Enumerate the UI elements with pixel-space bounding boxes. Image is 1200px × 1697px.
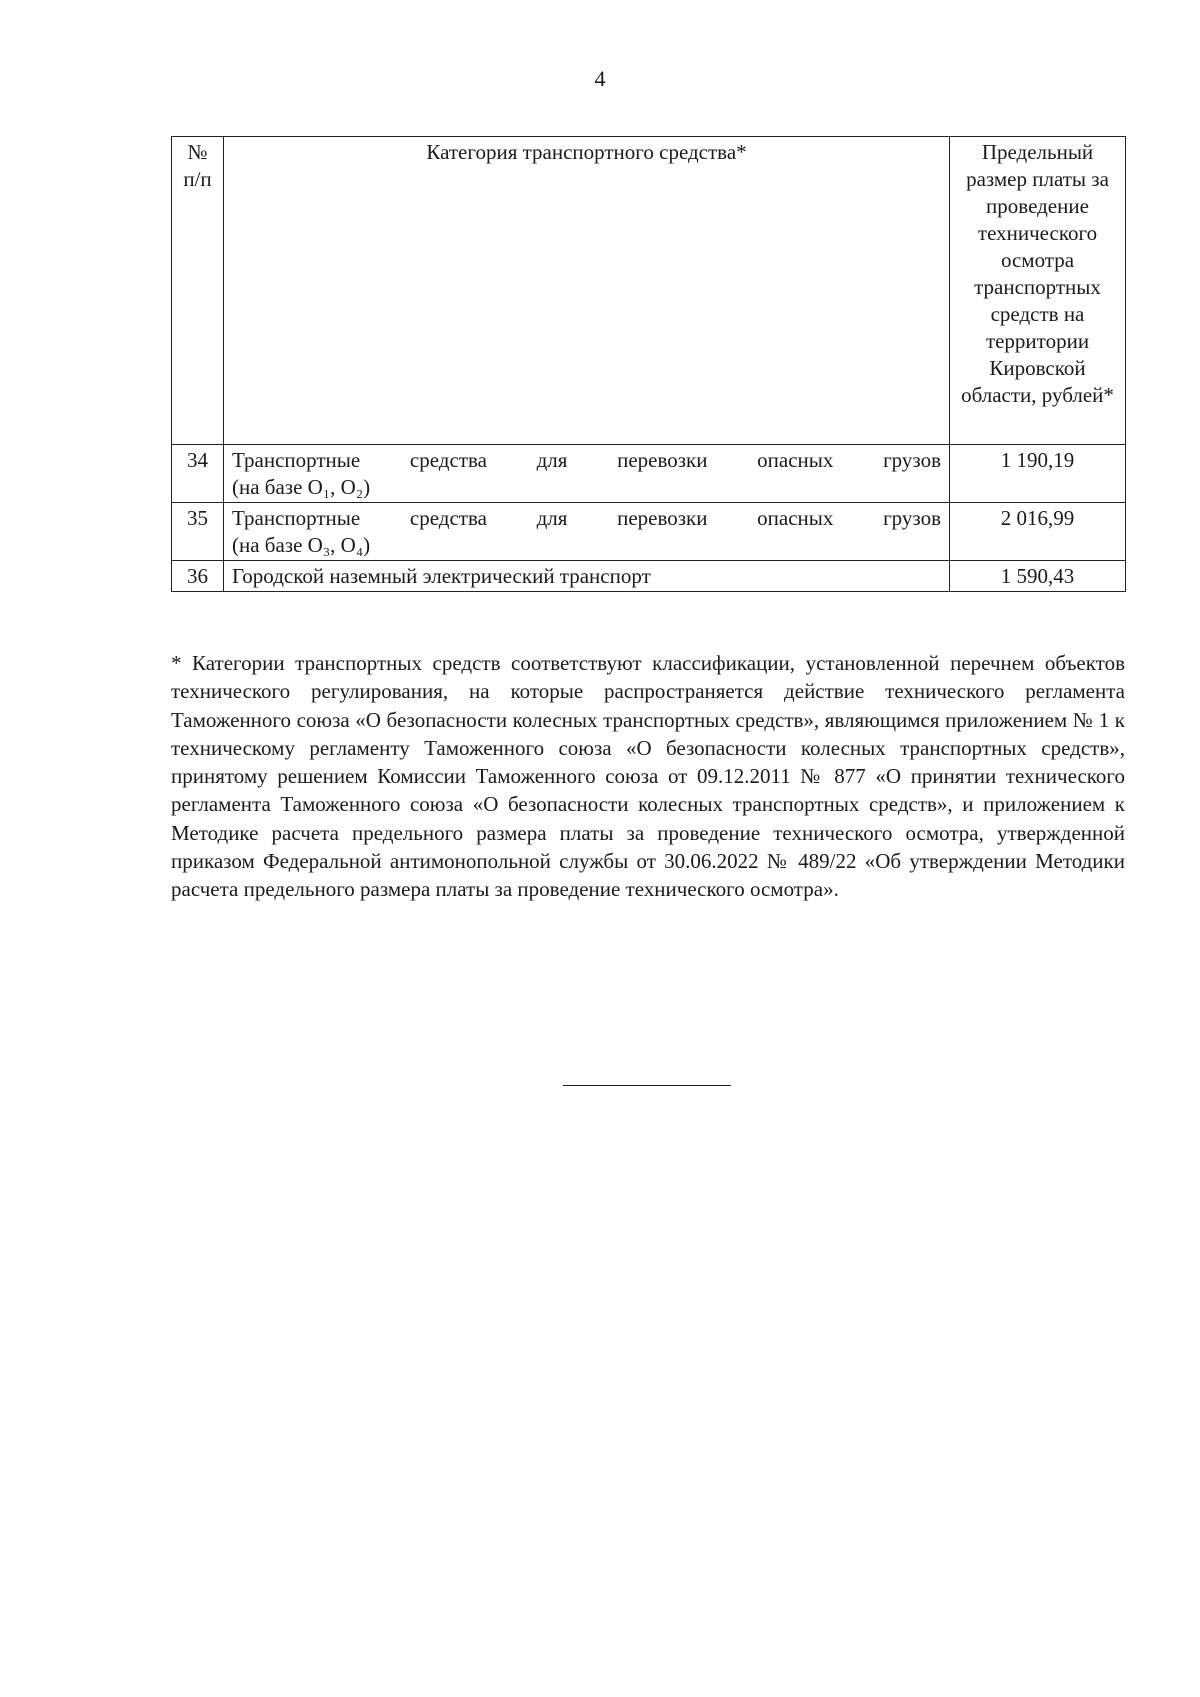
row-number: 36: [172, 561, 224, 592]
fee-table: [171, 136, 1126, 592]
row-fee: 1 190,19: [950, 445, 1126, 503]
row-fee: 1 590,43: [950, 561, 1126, 592]
header-fee: Предельный размер платы за проведение технического осмотра транспортных средств на территории Кировской области, рублей*: [950, 137, 1126, 445]
row-fee: 2 016,99: [950, 503, 1126, 561]
row-category: [224, 503, 950, 561]
row-category-line2: (на базе O₃, O₄): [232, 533, 371, 557]
end-rule: [563, 1085, 731, 1086]
row-number: 35: [172, 503, 224, 561]
header-category: Категория транспортного средства*: [224, 137, 950, 445]
table-row: [172, 503, 1126, 561]
row-category-line2: (на базе O₁, O₂): [232, 475, 371, 499]
header-number: № п/п: [172, 137, 224, 445]
footnote: [171, 649, 1125, 904]
row-category: [224, 445, 950, 503]
page-number: 4: [594, 66, 606, 91]
table-header-row: [172, 137, 1126, 445]
row-category: [224, 561, 950, 592]
row-category-line1: Городской наземный электрический транспорт: [232, 564, 651, 588]
footnote-text: * Категории транспортных средств соответствуют классификации, установленной перечнем объектов технического регулирования, на которые распространяется действие технического регламента Таможенного союза «О безопасности колесных транспортных средств», являющимся приложением № 1 к техническому регламенту Таможенного союза «О безопасности колесных транспортных средств», принятому решением Комиссии Таможенного союза от 09.12.2011 № 877 «О принятии технического регламента Таможенного союза «О безопасности колесных транспортных средств», и приложением к Методике расчета предельного размера платы за проведение технического осмотра, утвержденной приказом Федеральной антимонопольной службы от 30.06.2022 № 489/22 «Об утверждении Методики расчета предельного размера платы за проведение технического осмотра».: [171, 651, 1125, 902]
table-row: [172, 561, 1126, 592]
row-category-line1: Транспортные средства для перевозки опасных грузов: [232, 506, 941, 530]
row-number: 34: [172, 445, 224, 503]
table-row: [172, 445, 1126, 503]
row-category-line1: Транспортные средства для перевозки опасных грузов: [232, 448, 941, 472]
